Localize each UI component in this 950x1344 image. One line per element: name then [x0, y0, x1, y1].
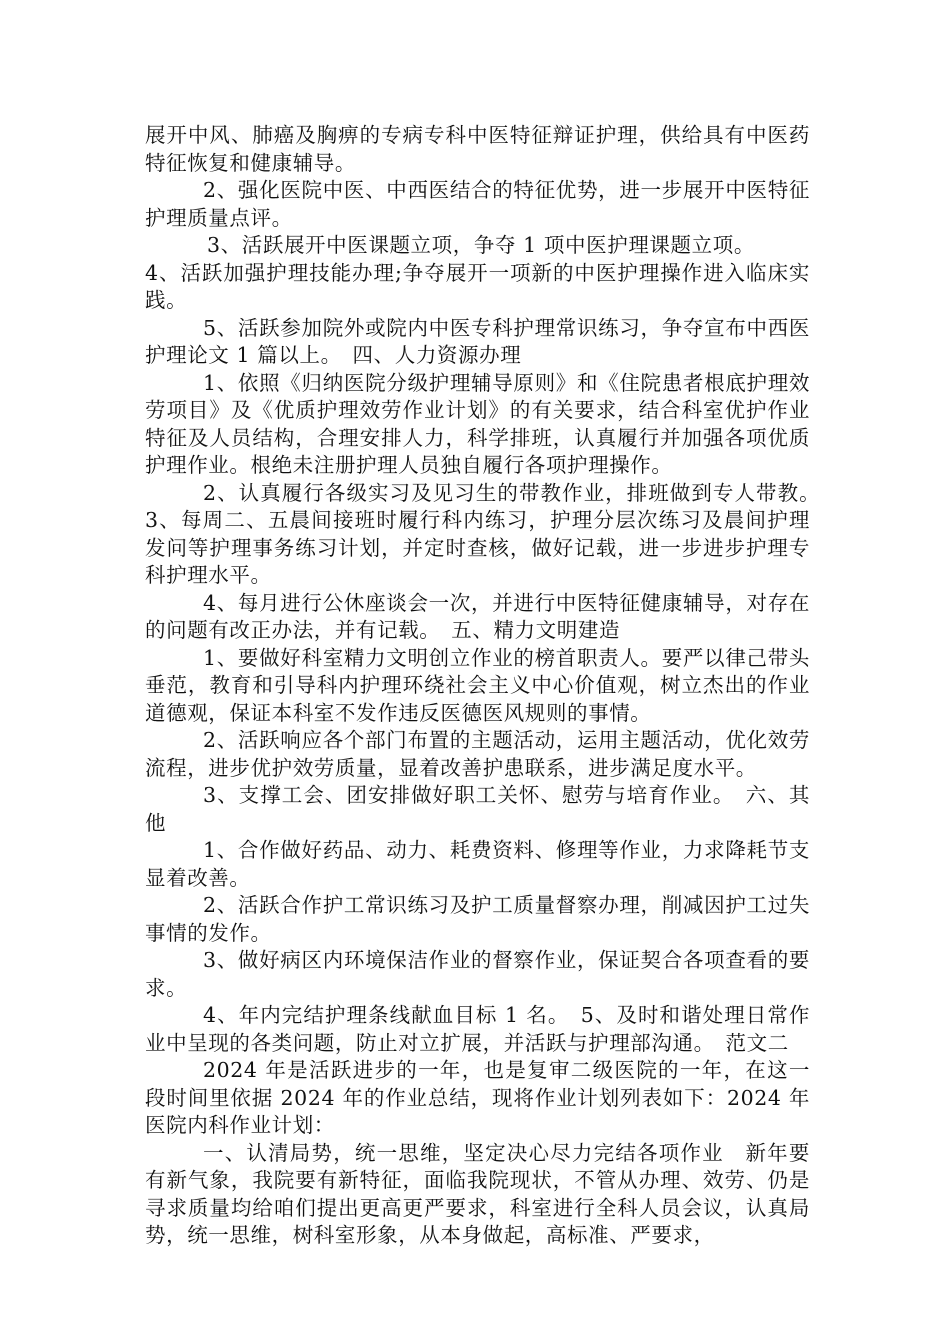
paragraph-16: 2024 年是活跃进步的一年，也是复审二级医院的一年，在这一段时间里依据 2024 年的作业总结，现将作业计划列表如下：2024 年医院内科作业计划： — [145, 1058, 810, 1137]
paragraph-13: 2、活跃合作护工常识练习及护工质量督察办理，削减因护工过失事情的发作。 — [145, 893, 810, 945]
paragraph-11: 3、支撑工会、团安排做好职工关怀、慰劳与培育作业。 六、其他 — [145, 783, 810, 835]
paragraph-9: 1、要做好科室精力文明创立作业的榜首职责人。要严以律己带头垂范，教育和引导科内护理环绕社会主义中心价值观，树立杰出的作业道德观，保证本科室不发作违反医德医风规则的事情。 — [145, 645, 810, 725]
paragraph-2: 2、强化医院中医、中西医结合的特征优势，进一步展开中医特征护理质量点评。 — [145, 178, 810, 230]
paragraph-4: 4、活跃加强护理技能办理;争夺展开一项新的中医护理操作进入临床实践。 — [145, 260, 810, 312]
paragraph-15: 4、年内完结护理条线献血目标 1 名。 5、及时和谐处理日常作业中呈现的各类问题，防止对立扩展，并活跃与护理部沟通。 范文二 — [145, 1003, 810, 1055]
paragraph-12: 1、合作做好药品、动力、耗费资料、修理等作业，力求降耗节支显着改善。 — [145, 838, 810, 890]
paragraph-7: 2、认真履行各级实习及见习生的带教作业，排班做到专人带教。 3、每周二、五晨间接班时履行科内练习，护理分层次练习及晨间护理发问等护理事务练习计划，并定时查核，做好记载，进一步进步护理专科护理水平。 — [145, 480, 832, 587]
paragraph-8: 4、每月进行公休座谈会一次，并进行中医特征健康辅导，对存在的问题有改正办法，并有记载。 五、精力文明建造 — [145, 590, 810, 642]
paragraph-3: 3、活跃展开中医课题立项，争夺 1 项中医护理课题立项。 — [207, 233, 755, 257]
paragraph-6: 1、依照《归纳医院分级护理辅导原则》和《住院患者根底护理效劳项目》及《优质护理效劳作业计划》的有关要求，结合科室优护作业特征及人员结构，合理安排人力，科学排班，认真履行并加强各项优质护理作业。根绝未注册护理人员独自履行各项护理操作。 — [145, 370, 810, 477]
paragraph-14: 3、做好病区内环境保洁作业的督察作业，保证契合各项查看的要求。 — [145, 948, 810, 1000]
paragraph-17: 一、认清局势，统一思维，坚定决心尽力完结各项作业 新年要有新气象，我院要有新特征，面临我院现状，不管从办理、效劳、仍是寻求质量均给咱们提出更高更严要求，科室进行全科人员会议，认真局势，统一思维，树科室形象，从本身做起，高标准、严要求， — [145, 1140, 810, 1247]
document-body — [145, 122, 832, 1250]
paragraph-10: 2、活跃响应各个部门布置的主题活动，运用主题活动，优化效劳流程，进步优护效劳质量，显着改善护患联系，进步满足度水平。 — [145, 728, 810, 780]
paragraph-1: 展开中风、肺癌及胸痹的专病专科中医特征辩证护理，供给具有中医药特征恢复和健康辅导。 — [145, 123, 810, 175]
paragraph-5: 5、活跃参加院外或院内中医专科护理常识练习，争夺宣布中西医护理论文 1 篇以上。 四、人力资源办理 — [145, 315, 810, 367]
